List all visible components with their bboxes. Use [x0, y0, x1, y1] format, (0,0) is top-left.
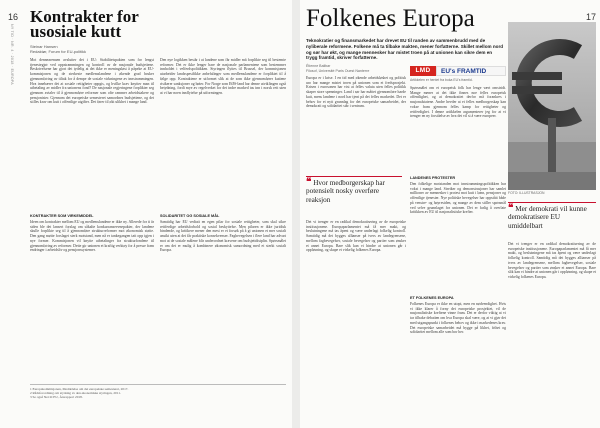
- body-column-2: [160, 58, 286, 211]
- page-number-left: 16: [8, 12, 19, 22]
- pull-quote-text: Mer demokrati vil kunne demokratisere EU umiddelbart: [508, 205, 587, 230]
- body-paragraph: Den nye logikken består i at landene som får midler må forplikte seg til bestemte reformer. Det er ikke lenger bare de nasjonale parlamentene som bestemmer innholdet i velferdspolitikken. Styringen flyttes til Brussel, der kommisjonen utarbeider landsspesifikke anbefalinger som medlemslandene er forpliktet til å følge opp. Kontraktene er utformet slik at de som ikke gjennomfører kuttene risikerer sanksjoner og bøter. For Norge som EØS-land har denne utviklingen også betydning, fordi mye av regelverket for det indre marked tas inn i norsk rett uten at vi har noen innflytelse på utformingen.: [160, 58, 286, 95]
- subhead-left-1: KONTRAKTER SOM VIRKEMIDDEL: [30, 214, 94, 218]
- article-headline-right: Folkenes Europa: [306, 5, 475, 32]
- lmd-logo: LMD: [410, 66, 436, 76]
- body-paragraph: Ideen om kontrakter mellom EU og medlemslandene er ikke ny. Allerede for ti år siden ble det lansert forslag om såkalte konkurranseevnepakter, der landene skulle forplikte seg til å gjennomføre strukturreformer mot økonomisk støtte. Den gang møtte forslaget sterk motstand, men nå er tankegangen tatt opp igjen i nye former. Kommisjonen vil knytte utbetalinger fra strukturfondene til gjennomføring av reformer. Dette gir unionen et kraftig verktøy for å presse fram endringer i arbeidsliv og pensjonssystemer.: [30, 220, 154, 253]
- photo-caption: FOTO: ILLUSTRASJON: [508, 191, 545, 195]
- page-number-right: 17: [586, 12, 597, 22]
- subhead-left-2: SOLIDARITET OG SOSIALE MÅL: [160, 214, 220, 218]
- body-column-1: [30, 58, 154, 211]
- body-column-r1: [306, 76, 406, 172]
- body-paragraph: Samtidig har EU vedtatt en egen pilar for sosiale rettigheter, som skal sikre rettferdige arbeidsforhold og sosial beskyttelse. Men pilaren er ikke juridisk bindende, og kritikere mener den mest er et forsøk på å gi unionen et mer sosialt ansikt uten at det får praktiske konsekvenser. Fagbevegelsen i flere land har advart mot at de sosiale målene blir underordnet kravene om budsjettdisiplin. Spørsmålet er om det er mulig å kombinere økonomisk samordning med et sterkt sosialt Europa.: [160, 220, 286, 253]
- body-column-3: [30, 220, 154, 370]
- footnote-text: 1 Europakommisjonen, Meddelelse om det europeiske semesteret, 2017. 2 Rådsforordning om styrking av den økonomiske styringen, 2011. 3 Se også Nei til EU, Årsrapport 2018.: [30, 387, 129, 400]
- body-paragraph: Spørsmålet om et europeisk folk har lenge vært omstridt. Mange mener at det ikke finnes noe felles europeisk offentlighet, og at demokratiet derfor må forankres i nasjonalstatene. Andre hevder at et felles medborgerskap kan vokse fram gjennom felles kamp for rettigheter og rettferdighet. I denne artikkelen argumenterer jeg for at vi trenger en ny forståelse av hva det vil si å være europeer.: [410, 86, 506, 119]
- body-column-r4: [306, 220, 406, 420]
- byline-right-text: Étienne Balibar Filosof, Université Paris Ouest Nanterre: [306, 64, 370, 73]
- body-column-r2: [410, 86, 506, 172]
- footnotes: [30, 384, 286, 423]
- body-column-r6: [508, 242, 596, 420]
- pull-quote-text: Hvor medborgerskap har potensielt nosky overføre reaksjon: [306, 179, 385, 204]
- pull-quote-rule: [508, 202, 596, 203]
- right-page: [300, 0, 600, 428]
- quote-mark-icon: ❝: [508, 203, 514, 214]
- book-advert: [410, 66, 506, 76]
- quote-mark-icon: ❝: [306, 177, 312, 188]
- body-paragraph: Det vi trenger er en radikal demokratisering av de europeiske institusjonene. Europaparlamentet må få mer makt, og beslutningene må tas åpent og være underlagt folkelig kontroll. Samtidig må det bygges allianser på tvers av landegrensene, mellom fagbevegelser, sosiale bevegelser og partier som ønsker et annet Europa. Bare slik kan vi hindre at unionen går i oppløsning, og skape et virkelig folkenes Europa.: [508, 242, 596, 279]
- byline-right: [306, 64, 369, 73]
- byline-left-text: Steinar Hansen Redaktør, Forum for EU-politikk: [30, 44, 87, 54]
- body-paragraph: Folkenes Europa er ikke en utopi, men en nødvendighet. Hvis vi ikke klarer å forny det europeiske prosjektet, vil de nasjonalistiske kreftene vinne fram. Det er derfor viktig at vi tar tilbake debatten om hva Europa skal være, og at vi gjør det med utgangspunkt i folkenes behov og ikke i markedenes krav. Det europeiske samarbeidet må bygge på likhet, frihet og solidaritet mellom alle som bor her.: [410, 302, 506, 335]
- body-paragraph: Mot dennearenaen avslutter det i EU: Stabilitetspakten som for lengst tjenestegjør ved oppstrammingen og kontroll av de nasjonale budsjettene. Beskrivelsene har gjort det tydelig at det ikke er meningsløst å påpeke at EU-kommisjonen og de sterkeste medlemslandene i økende grad bruker gjennomføring av tiltak for å dempe de sosiale virkningene av innstrammingen. Hva innebærer det at sosiale rettigheter oppgis, og hvilke krav knytter man til utbetaling av midler fra unionens fond? De nasjonale regjeringene forplikter seg gjennom avtaler til å gjennomføre reformer som ofte rammer arbeidstakere og pensjonister. Gjennom det europeiske semesteret samordnes budsjettene, og det stilles krav om kutt i offentlige utgifter. Det fører til økt ulikhet i mange land.: [30, 58, 154, 105]
- byline-left: [30, 44, 86, 54]
- lead-paragraph: Teknokratier og finansmarkedet har drevet EU til randen av sammenbrudd med de nyliberale reformene. Folkene må ta tilbake makten, mener forfatterne. Skillet mellom nord og sør har økt, og mange mennesker har mistet troen på at unionen kan sikre dem en trygg framtid, skriver forfatterne.: [306, 38, 504, 61]
- body-column-r5: [410, 302, 506, 420]
- side-label-left: NY TID · NR. 4 · 2018 · EUROPA: [10, 24, 14, 85]
- book-title: EU's FRAMTID: [436, 66, 506, 76]
- subhead-right-1: LANDENES PROTESTER: [410, 176, 456, 180]
- body-column-r3: [410, 182, 506, 292]
- book-advert-note: Artikkelen er hentet fra boka EU's framtid.: [410, 78, 473, 82]
- subhead-right-2: ET FOLKENES EUROPA: [410, 296, 454, 300]
- body-paragraph: Den folkelige motstanden mot innstrammingspolitikken har vokst i mange land. Streiker og demonstrasjoner har samlet millioner av mennesker i protest mot kutt i lønn, pensjoner og offentlige tjenester. Nye politiske bevegelser har oppstått både på venstre- og høyresiden, og mange av dem stiller spørsmål ved selve grunnlaget for unionen. Det er farlig å overlate kritikken av EU til nasjonalistiske krefter.: [410, 182, 506, 215]
- article-headline-left: Kontrakter for usosiale kutt: [30, 7, 139, 41]
- euro-sculpture-photo: [508, 22, 596, 190]
- pull-quote-rule: [306, 176, 402, 177]
- pull-quote-1: [306, 176, 402, 216]
- euro-sign-icon: [508, 22, 596, 190]
- body-paragraph: Det vi trenger er en radikal demokratisering av de europeiske institusjonene. Europaparlamentet må få mer makt, og beslutningene må tas åpent og være underlagt folkelig kontroll. Samtidig må det bygges allianser på tvers av landegrensene, mellom fagbevegelser, sosiale bevegelser og partier som ønsker et annet Europa. Bare slik kan vi hindre at unionen går i oppløsning, og skape et virkelig folkenes Europa.: [306, 220, 406, 253]
- page-gutter: [292, 0, 300, 428]
- left-page: [0, 0, 293, 428]
- body-column-4: [160, 220, 286, 370]
- pull-quote-2: [508, 202, 596, 238]
- body-paragraph: Europa er i krise. I en tid med økende arbeidsløshet og politisk uro har mange mistet troen på unionen som et fredsprosjekt. Krisen i eurosonen har vist at felles valuta uten felles politikk skaper store spenninger. Land i sør har måttet gjennomføre harde kutt, mens landene i nord har tjent på det felles markedet. Det er behov for et nytt grunnlag for det europeiske samarbeidet, der demokrati og solidaritet står i sentrum.: [306, 76, 406, 109]
